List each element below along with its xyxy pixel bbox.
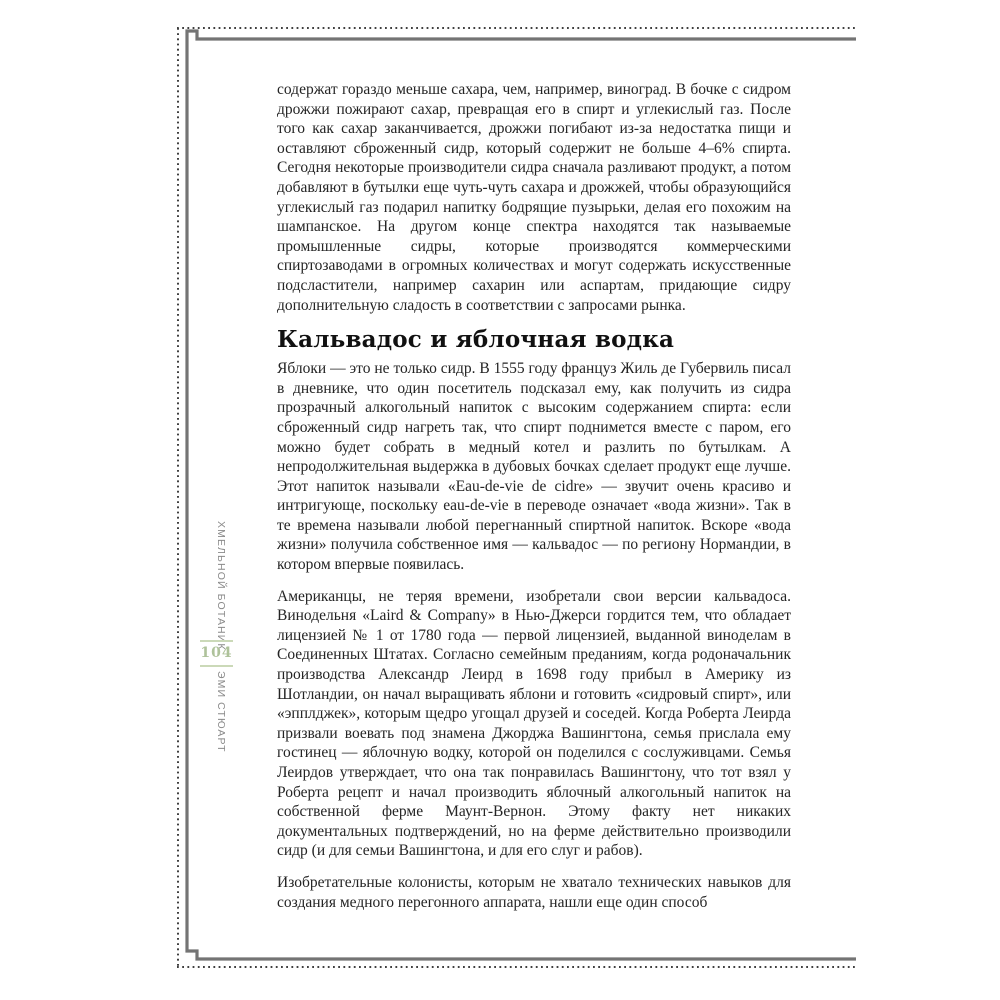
body-paragraph-3: Американцы, не теряя времени, изобретали свои версии кальвадоса. Винодельня «Laird & Company» в Нью-Джерси гордится тем, что обладает лицензией № 1 от 1780 года — первой лицензией, выданной виноделам в Соединенных Штатах. Согласно семейным преданиям, когда родоначальник производства Александр Леирд в 1698 году прибыл в Америку из Шотландии, он начал выращивать яблони и готовить «сидровый спирт», или «эпплджек», которым щедро угощал друзей и соседей. Когда Роберта Леирда призвали воевать под знамена Джорджа Вашингтона, семья прислала ему гостинец — яблочную водку, которой он поделился с сослуживцами. Семья Леирдов утверждает, что она так понравилась Вашингтону, что тот взял у Роберта рецепт и начал производить яблочный алкогольный напиток на собственной ферме Маунт-Вернон. Этому факту нет никаких документальных подтверждений, но на ферме действительно производили сидр (и для семьи Вашингтона, и для его слуг и рабов). [277,587,791,860]
sidebar-running-book-title: ХМЕЛЬНОЙ БОТАНИК [215,521,227,651]
page-number-block [200,640,233,667]
sidebar-running-author-name: ЭМИ СТЮАРТ [215,671,227,753]
body-paragraph-1: содержат гораздо меньше сахара, чем, например, виноград. В бочке с сидром дрожжи пожирают сахар, превращая его в спирт и углекислый газ. После того как сахар заканчивается, дрожжи погибают из-за недостатка пищи и оставляют сброженный сидр, который содержит не больше 4–6% спирта. Сегодня некоторые производители сидра сначала разливают продукт, а потом добавляют в бутылки еще чуть-чуть сахара и дрожжей, чтобы образующийся углекислый газ подарил напитку бодрящие пузырьки, делая его похожим на шампанское. На другом конце спектра находятся так называемые промышленные сидры, которые производятся коммерческими спиртозаводами в огромных количествах и могут содержать искусственные подсластители, например сахарин или аспартам, придающие сидру дополнительную сладость в соответствии с запросами рынка. [277,81,791,314]
main-text-column [277,80,791,912]
body-paragraph-2: Яблоки — это не только сидр. В 1555 году француз Жиль де Губервиль писал в дневнике, что один посетитель подсказал ему, как получить из сидра прозрачный алкогольный напиток с высоким содержанием спирта: если сброженный сидр нагреть так, что спирт поднимется вместе с паром, его можно будет собрать в медный котел и разлить по бутылкам. А непродолжительная выдержка в дубовых бочках сделает продукт еще лучше. Этот напиток называли «Eau-de-vie de cidre» — звучит очень красиво и интригующе, поскольку eau-de-vie в переводе означает «вода жизни». Так в те времена называли любой перегнанный спиртной напиток. Вскоре «вода жизни» получила собственное имя — кальвадос — по региону Нормандии, в котором впервые появилась. [277,360,791,574]
section-heading: Кальвадос и яблочная водка [277,326,675,354]
page-number: 104 [200,645,233,661]
body-paragraph-4: Изобретательные колонисты, которым не хватало технических навыков для создания медного перегонного аппарата, нашли еще один способ [277,873,791,911]
